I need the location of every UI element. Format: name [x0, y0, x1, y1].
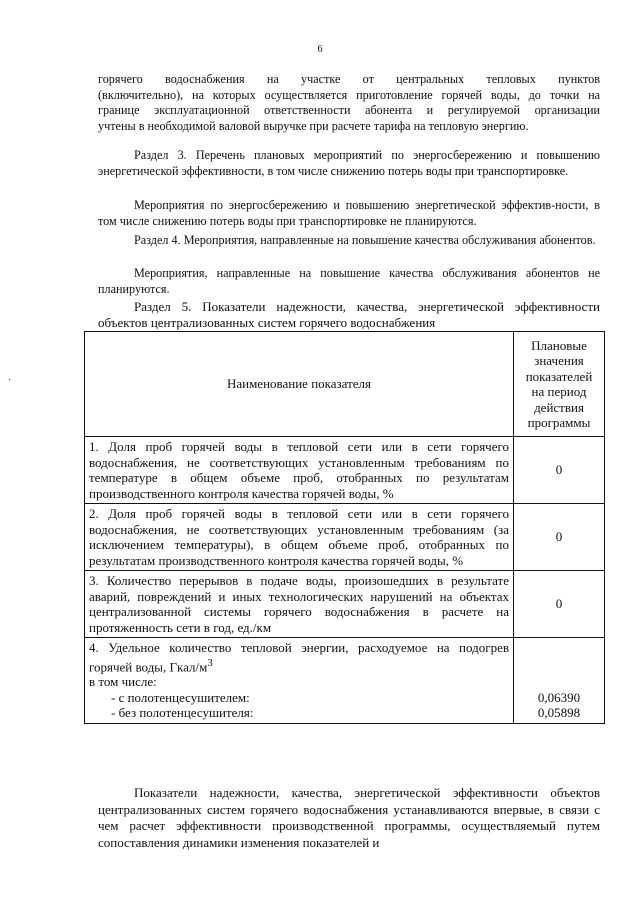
intro-paragraph [98, 72, 600, 134]
indicator-name: 1. Доля проб горячей воды в тепловой сети или в сети горячего водоснабжения, не соответствующих установленным требованиям по температуре в общем объеме проб, отобранных по результатам производственного контроля качества горячей воды, % [85, 437, 514, 504]
table-header-row [85, 332, 605, 437]
header-value: Плановые значения показателей на период действия программы [514, 332, 605, 437]
indicator-value-4 [514, 638, 605, 724]
section3-title: Раздел 3. Перечень плановых мероприятий по энергосбережению и повышению энергетической эффективности, в том числе снижению потерь воды при транспортировке. [98, 148, 600, 178]
indicator-name: 3. Количество перерывов в подаче воды, произошедших в результате аварий, повреждений и иных технологических нарушений на объектах централизованной системы горячего водоснабжения в расчете на протяженность сети в год, ед./км [85, 571, 514, 638]
section4-title: Раздел 4. Мероприятия, направленные на повышение качества обслуживания абонентов. [134, 233, 596, 247]
row4-sub1-value: 0,06390 [537, 689, 581, 705]
intro-line: (включительно), на которых осуществляется приготовление горячей воды, до точки на [98, 87, 600, 102]
row4-sub2: - без полотенцесушителя: [111, 705, 254, 721]
row4-sub2-value: 0,05898 [537, 705, 581, 721]
section5-title: Раздел 5. Показатели надежности, качества, энергетической эффективности объектов централизованных систем горячего водоснабжения [98, 299, 600, 330]
intro-line: горячего водоснабжения на участке от центральных тепловых пунктов [98, 72, 600, 86]
section4-text: Мероприятия, направленные на повышение качества обслуживания абонентов не планируются. [98, 266, 600, 296]
page-number: 6 [317, 44, 323, 55]
row4-name: 4. Удельное количество тепловой энергии, расходуемое на подогрев горячей воды, Гкал/м [89, 640, 509, 674]
closing-paragraph: Показатели надежности, качества, энергетической эффективности объектов централизованных систем горячего водоснабжения устанавливаются впервые, в связи с чем расчет эффективности производственной программы, осуществляемый путем сопоставления динамики изменения показателей и [98, 785, 600, 850]
indicator-value: 0 [514, 437, 605, 504]
indicator-name: 2. Доля проб горячей воды в тепловой сети или в сети горячего водоснабжения, не соответствующих установленным требованиям (за исключением температуры), в общем объеме проб, отобранных по результатам производственного контроля качества горячей воды, % [85, 504, 514, 571]
indicator-name-4 [85, 638, 514, 724]
table-row [85, 638, 605, 724]
indicator-value: 0 [514, 571, 605, 638]
table-row [85, 504, 605, 571]
indicator-value: 0 [514, 504, 605, 571]
table-row [85, 437, 605, 504]
margin-mark: · [8, 375, 12, 386]
table-row [85, 571, 605, 638]
row4-including: в том числе: [89, 674, 157, 690]
header-name: Наименование показателя [85, 332, 514, 437]
section3-text: Мероприятия по энергосбережению и повышению энергетической эффектив-ности, в том числе снижению потерь воды при транспортировке не планируются. [98, 198, 600, 228]
indicators-table [84, 331, 605, 724]
row4-sub1: - с полотенцесушителем: [111, 689, 250, 705]
intro-line: границе эксплуатационной ответственности абонента и регулируемой организации [98, 103, 600, 117]
intro-line: учтены в необходимой валовой выручке при расчете тарифа на тепловую энергию. [98, 118, 529, 133]
row4-sup: 3 [207, 656, 213, 669]
